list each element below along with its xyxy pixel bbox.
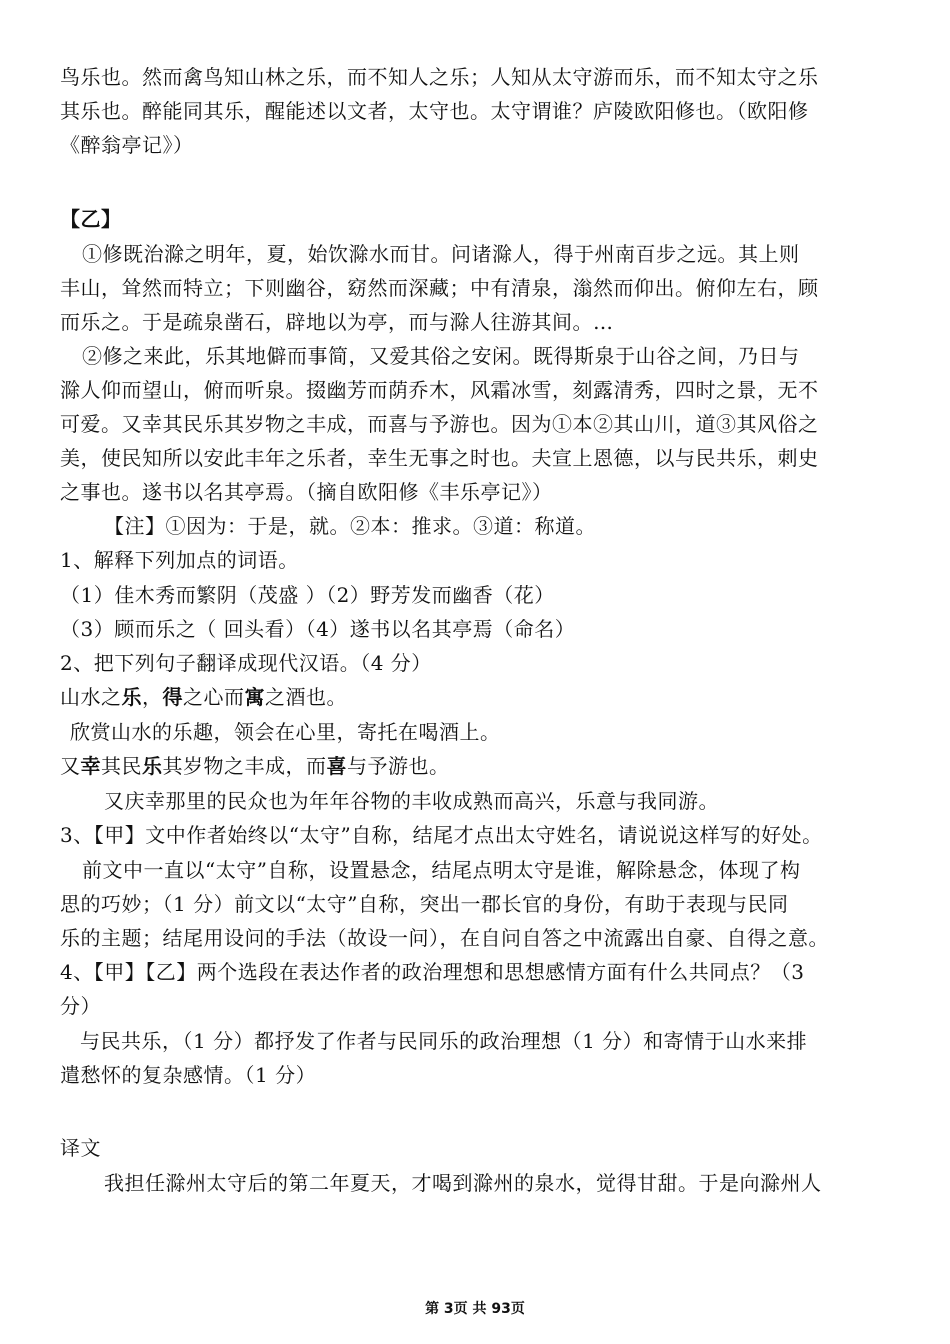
question-4-title: 分） [60, 994, 101, 1018]
text-line: 而乐之。于是疏泉凿石，辟地以为亭，而与滁人往游其间。… [60, 310, 614, 334]
text-line: 《醉翁亭记》） [60, 133, 194, 157]
question-2-answer-2: 又庆幸那里的民众也为年年谷物的丰收成熟而高兴，乐意与我同游。 [104, 789, 719, 813]
text-span: 之心而 [183, 685, 245, 709]
bold-word: 喜 [326, 754, 347, 778]
text-line: 可爱。又幸其民乐其岁物之丰成，而喜与予游也。因为①本②其山川，道③其风俗之 [60, 412, 819, 436]
text-span: ， [142, 685, 163, 709]
text-span: 其民 [101, 754, 142, 778]
question-4-title: 4、【甲】【乙】两个选段在表达作者的政治理想和思想感情方面有什么共同点？（3 [60, 960, 805, 984]
question-4-answer: 与民共乐，（1 分）都抒发了作者与民同乐的政治理想（1 分）和寄情于山水来排 [80, 1029, 808, 1053]
text-line: 滁人仰而望山，俯而听泉。掇幽芳而荫乔木，风霜冰雪，刻露清秀，四时之景，无不 [60, 378, 819, 402]
question-2-title: 2、把下列句子翻译成现代汉语。（4 分） [60, 651, 432, 675]
text-line: ②修之来此，乐其地僻而事简，又爱其俗之安闲。既得斯泉于山谷之间，乃日与 [82, 344, 800, 368]
question-1-title: 1、解释下列加点的词语。 [60, 548, 299, 572]
page-footer: 第 3页 共 93页 [425, 1301, 525, 1317]
question-3-title: 3、【甲】文中作者始终以“太守”自称，结尾才点出太守姓名，请说说这样写的好处。 [60, 823, 823, 847]
question-3-answer: 思的巧妙；（1 分）前文以“太守”自称，突出一郡长官的身份，有助于表现与民同 [60, 892, 789, 916]
bold-word: 寓 [244, 685, 265, 709]
text-span: 之酒也。 [265, 685, 347, 709]
text-span: 与予游也。 [347, 754, 450, 778]
translation-heading: 译文 [60, 1136, 101, 1160]
bold-word: 乐 [121, 685, 142, 709]
note-line: 【注】①因为：于是，就。②本：推求。③道：称道。 [104, 514, 596, 538]
text-span: 又 [60, 754, 81, 778]
text-line: 之事也。遂书以名其亭焉。（摘自欧阳修《丰乐亭记》） [60, 480, 553, 504]
question-1-answer: （1）佳木秀而繁阴（茂盛 ）（2）野芳发而幽香（花） [60, 583, 555, 607]
question-2-sentence-1 [60, 680, 895, 714]
text-line: ①修既治滁之明年，夏，始饮滁水而甘。问诸滁人，得于州南百步之远。其上则 [82, 242, 800, 266]
text-line: 鸟乐也。然而禽鸟知山林之乐，而不知人之乐；人知从太守游而乐，而不知太守之乐 [60, 65, 819, 89]
question-3-answer: 前文中一直以“太守”自称，设置悬念，结尾点明太守是谁，解除悬念，体现了构 [82, 858, 801, 882]
text-line: 丰山，耸然而特立；下则幽谷，窈然而深藏；中有清泉，滃然而仰出。俯仰左右，顾 [60, 276, 819, 300]
translation-line: 我担任滁州太守后的第二年夏天，才喝到滁州的泉水，觉得甘甜。于是向滁州人 [104, 1171, 822, 1195]
bold-word: 乐 [142, 754, 163, 778]
section-heading-yi: 【乙】 [60, 207, 122, 231]
question-3-answer: 乐的主题；结尾用设问的手法（故设一问），在自问自答之中流露出自豪、自得之意。 [60, 926, 829, 950]
bold-word: 幸 [80, 754, 101, 778]
question-2-sentence-2 [60, 749, 895, 783]
text-line: 美，使民知所以安此丰年之乐者，幸生无事之时也。夫宣上恩德，以与民共乐，刺史 [60, 446, 819, 470]
question-1-answer: （3）顾而乐之（ 回头看）（4）遂书以名其亭焉（命名） [60, 617, 576, 641]
text-span: 山水之 [60, 685, 122, 709]
question-4-answer: 遣愁怀的复杂感情。（1 分） [60, 1063, 317, 1087]
text-span: 其岁物之丰成，而 [162, 754, 327, 778]
question-2-answer-1: 欣赏山水的乐趣，领会在心里，寄托在喝酒上。 [70, 720, 501, 744]
text-line: 其乐也。醉能同其乐，醒能述以文者，太守也。太守谓谁？庐陵欧阳修也。（欧阳修 [60, 99, 809, 123]
bold-word: 得 [162, 685, 183, 709]
